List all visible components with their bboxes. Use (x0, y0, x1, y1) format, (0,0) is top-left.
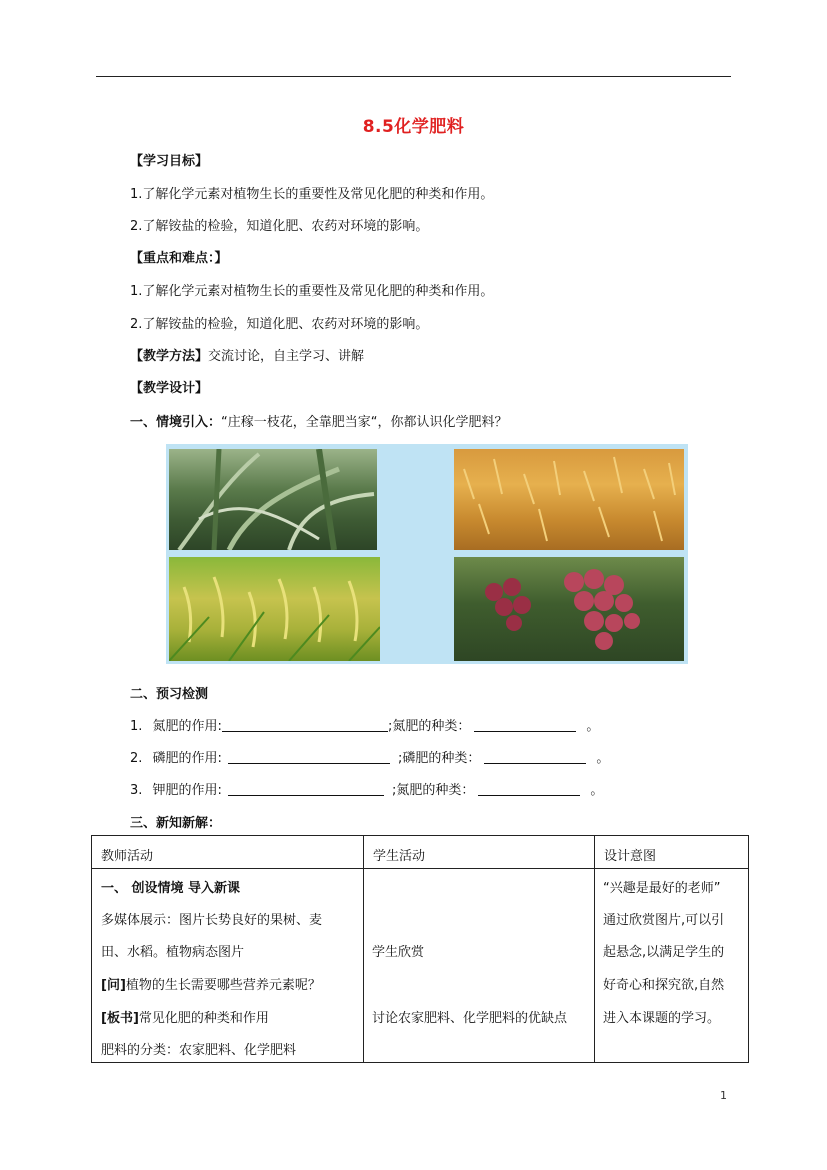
period: 。 (590, 783, 604, 798)
corn-leaves-icon (169, 449, 377, 550)
objective-item: 1.了解化学元素对植物生长的重要性及常见化肥的种类和作用。 (130, 187, 494, 202)
board-tag: [板书] (101, 1011, 139, 1026)
header-rule (96, 76, 731, 77)
key-point-item: 1.了解化学元素对植物生长的重要性及常见化肥的种类和作用。 (130, 284, 494, 299)
design-intent-cell (595, 869, 749, 1063)
student-activity-cell (364, 869, 595, 1063)
answer-blank[interactable] (484, 751, 586, 764)
type-label: 磷肥的种类： (402, 751, 481, 766)
intro-text: “庄稼一枝花，全靠肥当家“，你都认识化学肥料？ (221, 415, 508, 430)
table-row (92, 869, 749, 1063)
student-line: 讨论农家肥料、化学肥料的优缺点 (372, 1011, 568, 1026)
question-text: 植物的生长需要哪些营养元素呢？ (125, 978, 321, 993)
crop-photo-collage (166, 444, 688, 664)
intro-line (130, 411, 508, 430)
student-line: 学生欣赏 (372, 945, 425, 960)
row-number: 3. (130, 783, 143, 798)
role-label: 钾肥的作用: (152, 783, 222, 798)
methods-heading: 【教学方法】 (130, 349, 209, 364)
answer-blank[interactable] (228, 783, 384, 796)
objective-item: 2.了解铵盐的检验，知道化肥、农药对环境的影响。 (130, 219, 429, 234)
header-student: 学生活动 (364, 836, 595, 869)
answer-blank[interactable] (478, 783, 580, 796)
board-text: 常见化肥的种类和作用 (138, 1011, 269, 1026)
methods-line (130, 345, 364, 364)
intent-line: 通过欣赏图片,可以引 (603, 913, 725, 928)
separator: ; (397, 751, 403, 766)
intent-line: 进入本课题的学习。 (603, 1011, 721, 1026)
intent-line: 好奇心和探究欲,自然 (603, 978, 725, 993)
answer-blank[interactable] (474, 719, 576, 732)
rice-stalks-icon (169, 557, 380, 661)
intent-line: “兴趣是最好的老师” (603, 881, 721, 896)
row-number: 2. (130, 751, 143, 766)
header-teacher: 教师活动 (92, 836, 364, 869)
table-header-row (92, 836, 749, 869)
grapes-photo (454, 557, 684, 661)
preview-row (130, 779, 603, 798)
question-tag: [问] (101, 978, 126, 993)
type-label: 氮肥的种类： (392, 719, 471, 734)
new-knowledge-heading: 三、新知新解： (130, 816, 222, 831)
role-label: 氮肥的作用: (152, 719, 222, 734)
question-line (101, 974, 321, 993)
corn-field-photo (169, 449, 377, 550)
header-intent: 设计意图 (595, 836, 749, 869)
preview-heading: 二、预习检测 (130, 687, 209, 702)
separator: ; (387, 719, 393, 734)
intent-line: 起悬念,以满足学生的 (603, 945, 725, 960)
period: 。 (586, 719, 600, 734)
teacher-line: 田、水稻。植物病态图片 (101, 945, 245, 960)
key-point-item: 2.了解铵盐的检验，知道化肥、农药对环境的影响。 (130, 317, 429, 332)
section-title: 一、 创设情境 导入新课 (101, 881, 241, 896)
teacher-line: 肥料的分类：农家肥料、化学肥料 (101, 1043, 297, 1058)
wheat-field-photo (454, 449, 684, 550)
board-line (101, 1007, 269, 1026)
page-number: 1 (720, 1089, 727, 1102)
intro-label: 一、情境引入： (130, 415, 222, 430)
type-label: 氮肥的种类： (396, 783, 475, 798)
lesson-design-table (91, 835, 749, 1063)
answer-blank[interactable] (222, 719, 388, 732)
period: 。 (596, 751, 610, 766)
preview-row (130, 715, 599, 734)
teacher-line: 多媒体展示：图片长势良好的果树、麦 (101, 913, 323, 928)
key-points-heading: 【重点和难点：】 (130, 251, 228, 266)
role-label: 磷肥的作用: (152, 751, 222, 766)
row-number: 1. (130, 719, 143, 734)
page-title: 8.5化学肥料 (362, 117, 465, 137)
answer-blank[interactable] (228, 751, 390, 764)
separator: ; (391, 783, 397, 798)
methods-text: 交流讨论，自主学习、讲解 (208, 349, 365, 364)
teacher-activity-cell (92, 869, 364, 1063)
design-heading: 【教学设计】 (130, 381, 209, 396)
rice-field-photo (169, 557, 380, 661)
objectives-heading: 【学习目标】 (130, 154, 209, 169)
preview-row (130, 747, 609, 766)
wheat-ears-icon (454, 449, 684, 550)
grape-cluster-icon (454, 557, 684, 661)
